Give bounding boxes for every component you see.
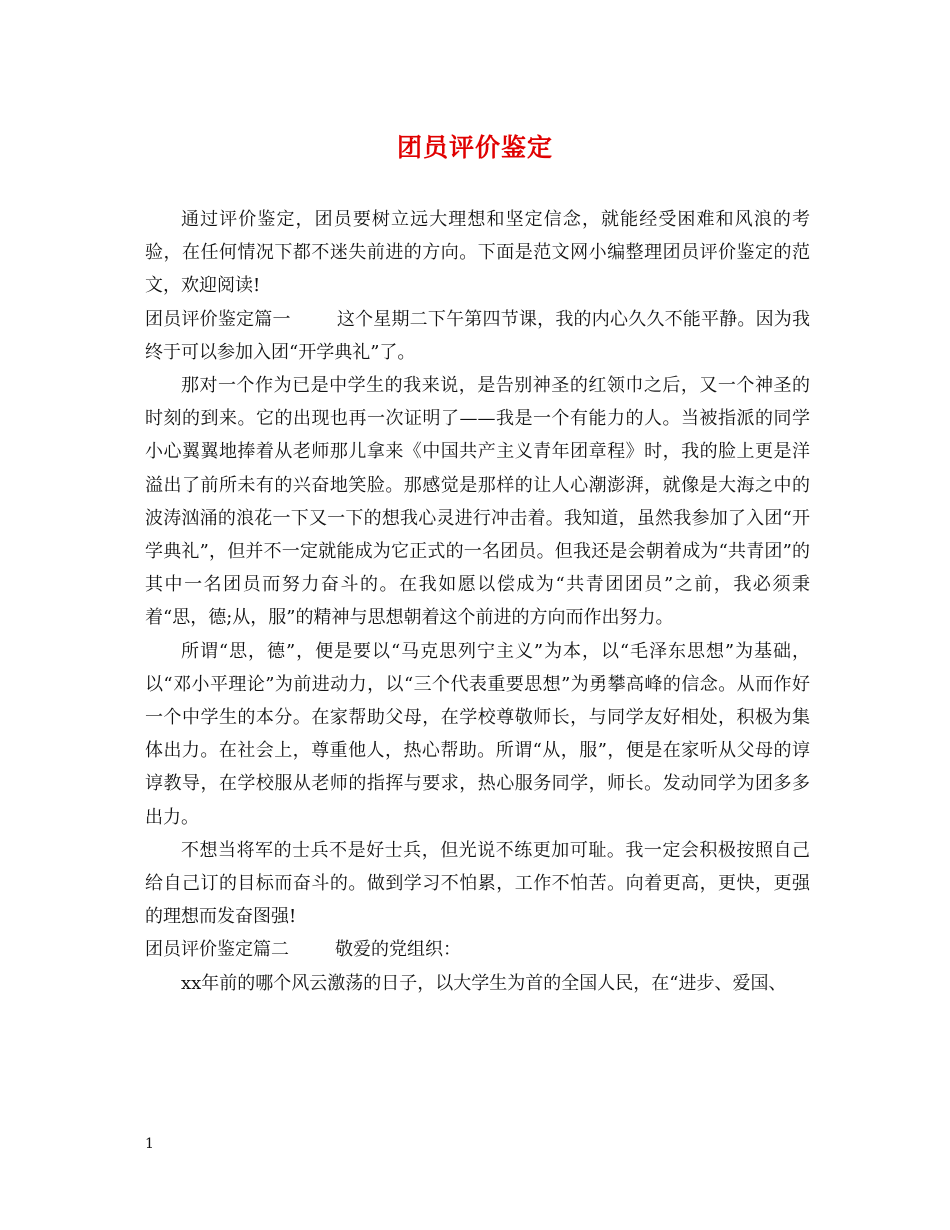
section-two-first-text: 敬爱的党组织： <box>335 939 461 961</box>
section-one-paragraph <box>145 303 810 369</box>
body-paragraph-4: 不想当将军的士兵不是好士兵，但光说不练更加可耻。我一定会积极按照自己给自己订的目标而奋斗的。做到学习不怕累，工作不怕苦。向着更高，更快，更强的理想而发奋图强! <box>145 839 810 928</box>
body-paragraph-5: xx年前的哪个风云激荡的日子，以大学生为首的全国人民，在“进步、爱国、 <box>181 972 787 994</box>
body-paragraph-2: 那对一个作为已是中学生的我来说，是告别神圣的红领巾之后，又一个神圣的时刻的到来。它的出现也再一次证明了——我是一个有能力的人。当被指派的同学小心翼翼地捧着从老师那儿拿来《中国共产主义青年团章程》时，我的脸上更是洋溢出了前所未有的兴奋地笑脸。那感觉是那样的让人心潮澎湃，就像是大海之中的波涛汹涌的浪花一下又一下的想我心灵进行冲击着。我知道，虽然我参加了入团“开学典礼”，但并不一定就能成为它正式的一名团员。但我还是会朝着成为“共青团”的其中一名团员而努力奋斗的。在我如愿以偿成为“共青团团员”之前，我必须秉着“思，德;从，服”的精神与思想朝着这个前进的方向而作出努力。 <box>145 375 810 629</box>
body-paragraph-3: 所谓“思，德”，便是要以“马克思列宁主义”为本，以“毛泽东思想”为基础，以“邓小平理论”为前进动力，以“三个代表重要思想”为勇攀高峰的信念。从而作好一个中学生的本分。在家帮助父母，在学校尊敬师长，与同学友好相处，积极为集体出力。在社会上，尊重他人，热心帮助。所谓“从，服”，便是在家听从父母的谆谆教导，在学校服从老师的指挥与要求，热心服务同学，师长。发动同学为团多多出力。 <box>145 640 810 828</box>
document-title: 团员评价鉴定 <box>396 133 553 162</box>
section-two-paragraph <box>145 933 810 966</box>
section-two-heading: 团员评价鉴定篇二 <box>145 939 289 961</box>
page-number: 1 <box>145 1136 154 1152</box>
document-body <box>145 203 810 1000</box>
section-one-heading: 团员评价鉴定篇一 <box>145 308 291 330</box>
section-one-first-text: 这个星期二下午第四节课，我的内心久久不能平静。因为我终于可以参加入团“开学典礼”了。 <box>145 308 811 363</box>
intro-paragraph: 通过评价鉴定，团员要树立远大理想和坚定信念，就能经受困难和风浪的考验，在任何情况下都不迷失前进的方向。下面是范文网小编整理团员评价鉴定的范文，欢迎阅读! <box>145 209 810 297</box>
